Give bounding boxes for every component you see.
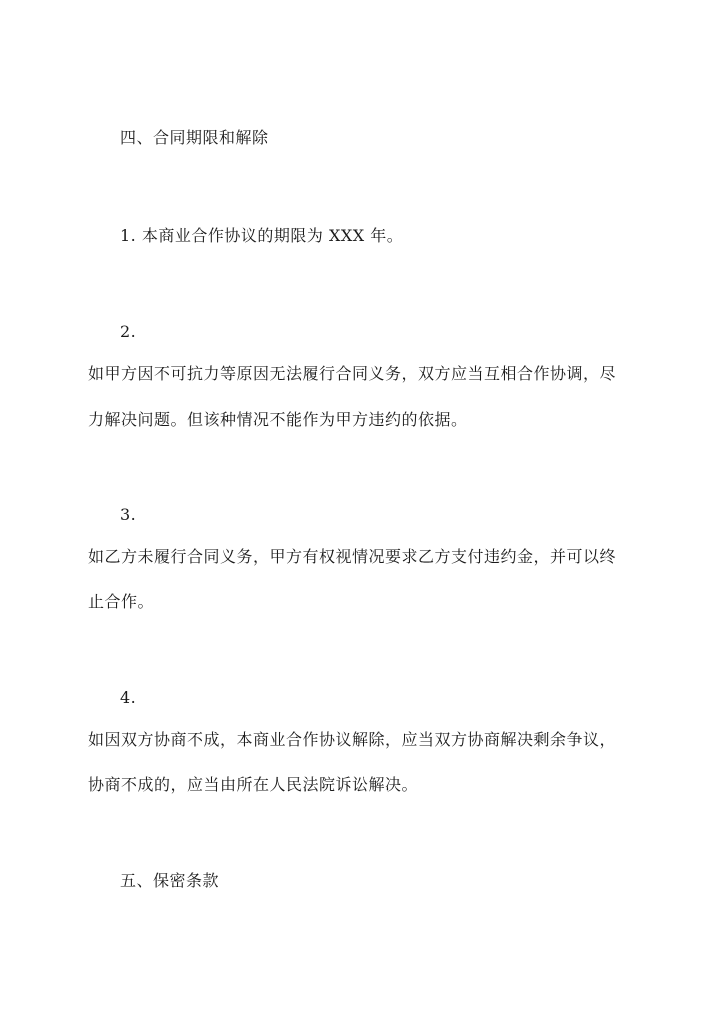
clause-text-line: 协商不成的，应当由所在人民法院诉讼解决。 <box>88 775 419 794</box>
section-heading: 五、保密条款 <box>120 871 220 890</box>
clause-text-line: 如乙方未履行合同义务，甲方有权视情况要求乙方支付违约金，并可以终 <box>88 547 617 566</box>
clause-text-line: 力解决问题。但该种情况不能作为甲方违约的依据。 <box>88 410 468 429</box>
clause-number: 4. <box>120 688 137 707</box>
section-heading: 四、合同期限和解除 <box>120 128 269 147</box>
clause-text-line: 如因双方协商不成，本商业合作协议解除，应当双方协商解决剩余争议， <box>88 730 617 749</box>
clause-1: 1. 本商业合作协议的期限为 XXX 年。 <box>120 226 404 245</box>
clause-text-line: 如甲方因不可抗力等原因无法履行合同义务，双方应当互相合作协调，尽 <box>88 364 617 383</box>
clause-text-line: 止合作。 <box>88 592 155 611</box>
clause-number: 2. <box>120 322 137 341</box>
clause-number: 3. <box>120 505 137 524</box>
